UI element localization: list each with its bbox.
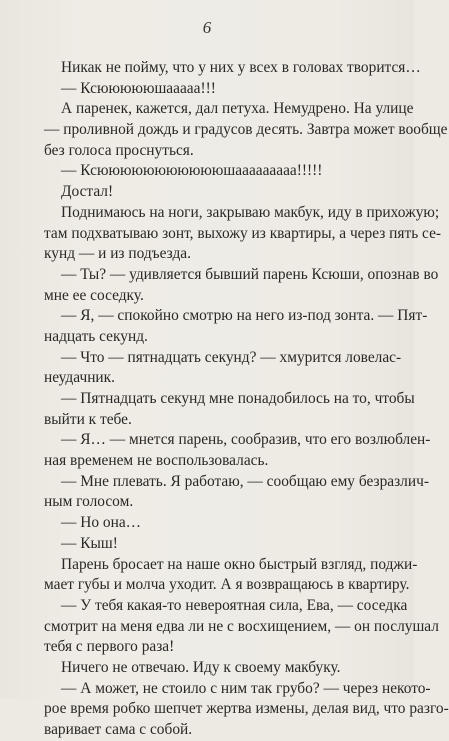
text-line: тебя с первого раза! (44, 638, 175, 656)
text-line: — Но она… (61, 514, 142, 532)
text-line: — Пятнадцать секунд мне понадобилось на то, чтобы (61, 390, 415, 407)
text-line: — Ты? — удивляется бывший парень Ксюши, опознав во (61, 265, 439, 283)
text-line: Ничего не отвечаю. Иду к своему макбуку. (61, 658, 341, 676)
text-line: Никак не пойму, что у них у всех в головах творится… (61, 59, 421, 76)
page-number: 6 (202, 18, 212, 37)
text-line: — У тебя какая-то невероятная сила, Ева, — соседка (61, 596, 408, 614)
text-line: ная временем не воспользовалась. (44, 452, 269, 470)
text-line: ным голосом. (44, 493, 134, 511)
text-line: — Что — пятнадцать секунд? — хмурится ловелас- (61, 348, 402, 366)
text-line: рое время робко шепчет жертва измены, делая вид, что разго- (44, 700, 449, 718)
text-line: смотрит на меня едва ли не с восхищением, — он послушал (44, 617, 439, 635)
text-line: выйти к тебе. (44, 410, 132, 428)
text-line: там подхватываю зонт, выхожу из квартиры, а через пять се- (44, 224, 442, 242)
text-line: — Я, — спокойно смотрю на него из-под зонта. — Пят- (61, 307, 428, 325)
text-line: Поднимаюсь на ноги, закрываю макбук, иду в прихожую; (61, 203, 440, 221)
text-line: — Ксюююююшааааа!!! (61, 79, 216, 97)
text-line: — Кыш! (61, 534, 118, 552)
text-line: надцать секунд. (44, 327, 148, 345)
text-line: — проливной дождь и градусов десять. Завтра может вообще (44, 121, 448, 139)
text-line: — Ксюююююююююююшааааааааа!!!!! (61, 162, 323, 180)
text-line: — А может, не стоило с ним так грубо? — через некото- (61, 679, 431, 697)
body-text (44, 58, 449, 741)
text-line: кунд — и из подъезда. (44, 245, 191, 263)
text-line: неудачник. (44, 369, 115, 387)
text-line: Достал! (61, 183, 114, 201)
text-line: мне ее соседку. (44, 286, 144, 304)
text-line: без голоса проснуться. (44, 141, 194, 159)
text-line: — Я… — мнется парень, сообразив, что его возлюблен- (61, 431, 431, 449)
text-line: варивает сама с собой. (44, 721, 193, 738)
text-line: мает губы и молча уходит. А я возвращаюсь в квартиру. (44, 576, 410, 594)
text-line: А паренек, кажется, дал петуха. Немудрено. На улице (61, 100, 414, 118)
text-line: Парень бросает на наше окно быстрый взгляд, поджи- (61, 555, 418, 573)
text-line: — Мне плевать. Я работаю, — сообщаю ему безразлич- (61, 472, 429, 490)
